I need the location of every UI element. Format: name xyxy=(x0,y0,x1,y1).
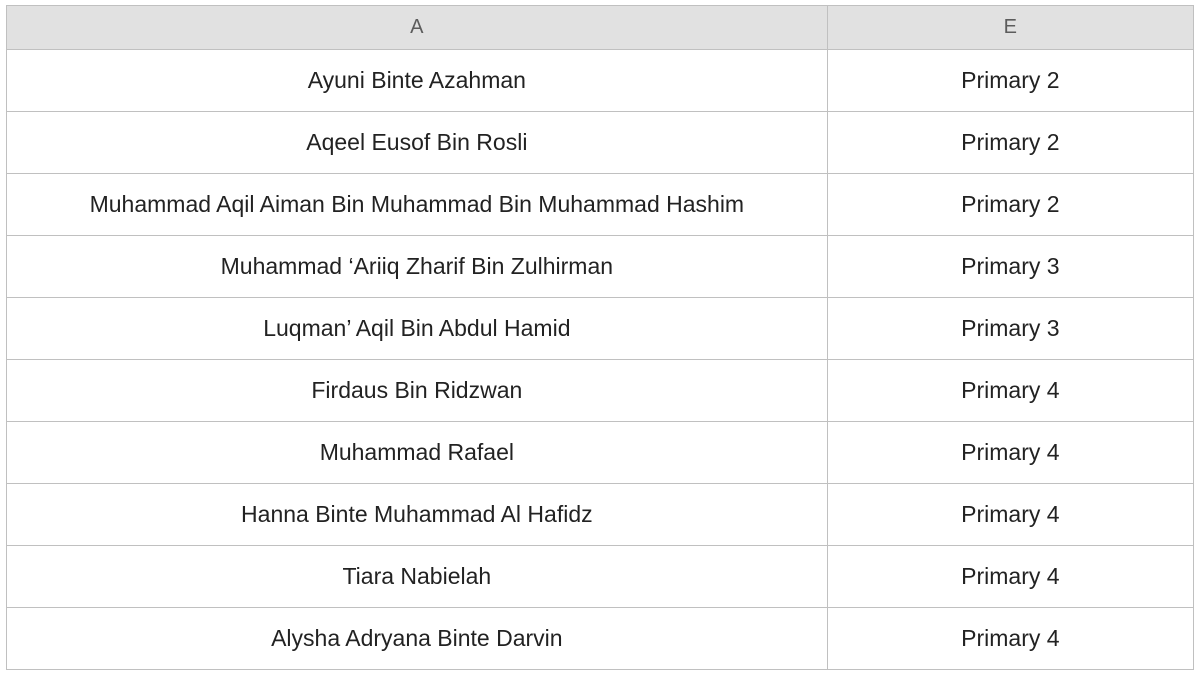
column-header-a[interactable]: A xyxy=(7,6,828,50)
cell-name[interactable]: Aqeel Eusof Bin Rosli xyxy=(7,112,828,174)
cell-level[interactable]: Primary 2 xyxy=(827,50,1193,112)
column-header-e[interactable]: E xyxy=(827,6,1193,50)
column-header-row xyxy=(7,6,1194,50)
cell-level[interactable]: Primary 4 xyxy=(827,360,1193,422)
table-row xyxy=(7,546,1194,608)
table-row xyxy=(7,174,1194,236)
table-row xyxy=(7,422,1194,484)
table-row xyxy=(7,50,1194,112)
table-row xyxy=(7,298,1194,360)
table-row xyxy=(7,236,1194,298)
cell-name[interactable]: Muhammad Aqil Aiman Bin Muhammad Bin Muhammad Hashim xyxy=(7,174,828,236)
table-row xyxy=(7,360,1194,422)
cell-level[interactable]: Primary 4 xyxy=(827,608,1193,670)
cell-name[interactable]: Tiara Nabielah xyxy=(7,546,828,608)
cell-level[interactable]: Primary 4 xyxy=(827,546,1193,608)
spreadsheet-grid xyxy=(6,5,1194,670)
cell-level[interactable]: Primary 3 xyxy=(827,236,1193,298)
cell-name[interactable]: Firdaus Bin Ridzwan xyxy=(7,360,828,422)
cell-name[interactable]: Muhammad Rafael xyxy=(7,422,828,484)
table-row xyxy=(7,608,1194,670)
cell-level[interactable]: Primary 2 xyxy=(827,112,1193,174)
table-row xyxy=(7,112,1194,174)
cell-name[interactable]: Ayuni Binte Azahman xyxy=(7,50,828,112)
table-row xyxy=(7,484,1194,546)
cell-level[interactable]: Primary 4 xyxy=(827,484,1193,546)
cell-name[interactable]: Muhammad ‘Ariiq Zharif Bin Zulhirman xyxy=(7,236,828,298)
cell-level[interactable]: Primary 2 xyxy=(827,174,1193,236)
cell-level[interactable]: Primary 3 xyxy=(827,298,1193,360)
cell-name[interactable]: Luqman’ Aqil Bin Abdul Hamid xyxy=(7,298,828,360)
cell-level[interactable]: Primary 4 xyxy=(827,422,1193,484)
cell-name[interactable]: Hanna Binte Muhammad Al Hafidz xyxy=(7,484,828,546)
cell-name[interactable]: Alysha Adryana Binte Darvin xyxy=(7,608,828,670)
